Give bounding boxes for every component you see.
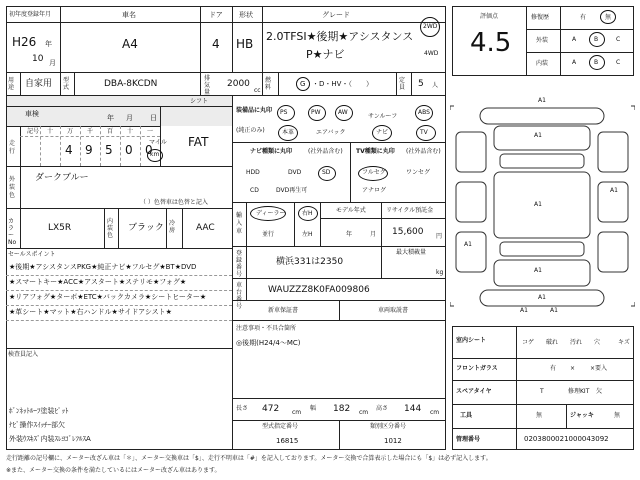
repair-label: 修復歴	[531, 14, 550, 21]
height-value: 144	[404, 404, 422, 414]
interior-grade-letter: A	[572, 59, 577, 66]
exterior-grade-letter: A	[572, 36, 577, 43]
height-unit: cm	[430, 409, 440, 416]
tv-item: アナログ	[362, 187, 387, 194]
vin-label: 車台番号	[236, 282, 243, 310]
mileage-section-label: 走行	[9, 140, 16, 155]
import-label: 輸入車	[236, 212, 243, 235]
nav-item: SD	[322, 169, 331, 176]
body-shape: HB	[236, 37, 254, 51]
sales-point-line: ★革シート★マット★右ハンドル★サイドアシスト★	[9, 308, 172, 316]
ac-label: 冷房	[169, 220, 176, 234]
exterior-label: 外装色	[9, 176, 16, 199]
grade-line-1: 2.0TFSI★後期★アシスタンス	[266, 30, 414, 43]
inspector-note-line: ﾎﾞﾝﾈｯﾄﾙｰﾌ塗装ﾋﾟｯﾄ	[9, 407, 69, 415]
equipment-label: 装備品に丸印	[236, 107, 273, 114]
glass-item: 有	[550, 365, 557, 372]
interior-color: ブラック	[128, 223, 164, 233]
mgmt-label: 管理番号	[456, 436, 481, 443]
diagram-label: A1	[534, 267, 542, 274]
car-outline-diagram	[450, 92, 635, 320]
door-label: ドア	[209, 11, 223, 19]
seat-item: キズ	[618, 339, 630, 346]
jack-value: 無	[614, 412, 621, 419]
reg-no: 横浜331は2350	[276, 257, 344, 267]
sales-point-line: ★後期★アシスタンスPKG★純正ナビ★フルセグ★BT★DVD	[9, 263, 197, 271]
insp-year-unit: 年	[107, 114, 114, 122]
digit-header: 一	[147, 128, 154, 135]
import-parallel: 並行	[262, 231, 275, 238]
interior-grade-letter: B	[594, 59, 599, 66]
grade-line-2: P★ナビ	[306, 48, 345, 61]
length-label: 長さ	[236, 405, 249, 412]
shift-value: FAT	[188, 135, 209, 149]
ac-value: AAC	[196, 223, 215, 233]
repair-yes: 有	[580, 14, 587, 21]
notes-header: 注意事項・不具合箇所	[236, 325, 297, 332]
odometer-digit: 0	[125, 143, 133, 157]
type-spec-label: 型式指定番号	[262, 423, 299, 430]
nav-item: DVD再生可	[276, 187, 308, 194]
drive-2wd: 2WD	[423, 23, 438, 30]
diagram-label: A1	[538, 97, 546, 104]
width-unit: cm	[359, 409, 369, 416]
capacity-label: 定員	[399, 77, 406, 91]
tv-type-sub: (社外品含む)	[406, 148, 441, 155]
recycle-unit: 円	[436, 233, 443, 240]
nav-item: CD	[250, 187, 259, 194]
equipment-item: TV	[420, 129, 428, 136]
max-load-unit: kg	[436, 269, 444, 276]
usage-label: 用途	[8, 77, 15, 91]
odometer-digit: 0	[145, 143, 153, 157]
diagram-label: A1	[534, 132, 542, 139]
diagram-label: A1	[520, 307, 528, 314]
exterior-grade-letter: B	[594, 36, 599, 43]
import-dealer: ディーラー	[256, 210, 286, 217]
digit-header: 百	[107, 128, 114, 135]
color-no-label: カラーNo	[8, 218, 17, 246]
mgmt-no: 0203800021000043092	[524, 435, 609, 443]
digit-header: 万	[67, 128, 74, 135]
width-value: 182	[333, 404, 351, 414]
spare-item: 欠	[596, 388, 603, 395]
category: 1012	[384, 437, 402, 445]
recycle-label: リサイクル預託金	[386, 207, 434, 214]
spare-item: T	[540, 388, 544, 395]
equipment-item: ABS	[418, 109, 430, 116]
exterior-grade-label: 外装	[536, 37, 549, 44]
footnote-1: 走行距離の記号欄に、メーター改ざん車は「＊」、メーター交換車は「$」、走行不明車は「#」を記入しております。メーター交換で合算表示した場合にも「$」は必ず記入します。	[6, 455, 492, 462]
width-label: 幅	[310, 405, 317, 412]
length-value: 472	[262, 404, 280, 414]
first-reg-year: H26	[12, 35, 37, 49]
displacement-label: 排気量	[204, 75, 211, 96]
interior-label: 内装色	[107, 218, 114, 239]
nav-type-sub: (社外品含む)	[308, 148, 343, 155]
equipment-item: PS	[280, 109, 288, 116]
model-value: DBA-8KCDN	[104, 79, 158, 89]
length-unit: cm	[292, 409, 302, 416]
grade-label: グレード	[322, 11, 350, 19]
color-no: LX5R	[48, 223, 72, 233]
odometer-digit: 5	[105, 143, 113, 157]
equipment-item: サンルーフ	[368, 113, 398, 120]
sales-points-label: セールスポイント	[8, 251, 56, 258]
score-value: 4.5	[470, 28, 512, 58]
month-unit: 月	[49, 59, 56, 67]
footnote-2: ※また、メーター交換の条件を満たしているにはメーター改ざん車はあります。	[6, 467, 221, 474]
glass-item: ×	[570, 365, 576, 372]
fuel-g: G	[300, 80, 306, 88]
jack-label: ジャッキ	[570, 412, 594, 419]
sales-point-line: ★リアフォグ★ターボ★ETC★バックカメラ★シートヒーター★	[9, 293, 207, 301]
equipment-item: ナビ	[376, 129, 389, 136]
mile-unit: マイル	[149, 139, 167, 146]
warranty-label: 新車保証書	[268, 307, 299, 314]
digit-header: 十	[47, 128, 54, 135]
seat-item: 汚れ	[570, 339, 583, 346]
equipment-item: エアバック	[316, 129, 346, 136]
diagram-label: A1	[538, 294, 546, 301]
category-label: 類別区分番号	[370, 423, 407, 430]
tv-item: ワンセグ	[406, 169, 431, 176]
exterior-color: ダークブルー	[35, 173, 89, 183]
model-year-label: モデル年式	[336, 207, 366, 214]
tools-label: 工具	[460, 412, 473, 419]
seat-label: 室内シート	[456, 337, 487, 344]
diagram-label: A1	[610, 187, 618, 194]
fuel-label: 燃料	[265, 77, 272, 91]
digit-header: 十	[127, 128, 134, 135]
spare-item: 修理KIT	[568, 388, 590, 395]
capacity-unit: 人	[432, 82, 439, 89]
shift-label: シフト	[190, 98, 209, 105]
right-hand: 右H	[302, 210, 313, 217]
tv-item: フルセグ	[362, 169, 386, 176]
score-label: 評価点	[480, 13, 499, 20]
sales-point-line: ★スマートキー★ACC★アスタート★ステリモ★フォグ★	[9, 278, 187, 286]
odometer-digit: 9	[85, 143, 93, 157]
nav-item: DVD	[288, 169, 302, 176]
interior-grade-label: 内装	[536, 60, 549, 67]
model-label: 型式	[63, 77, 70, 91]
seat-item: 破れ	[546, 339, 559, 346]
nav-item: HDD	[246, 169, 260, 176]
km-unit: km	[150, 151, 160, 158]
car-name-label: 車名	[122, 11, 136, 19]
capacity-value: 5	[418, 79, 424, 89]
equipment-sub: (純正のみ)	[236, 127, 265, 134]
first-reg-month: 10	[32, 54, 44, 64]
vin: WAUZZZ8K0FA009806	[268, 285, 370, 295]
inspector-note-line: ﾅﾋﾞ操作ｽｲｯﾁｰ部欠	[9, 421, 65, 429]
cc-unit: cc	[254, 87, 261, 94]
left-hand: 左H	[302, 231, 313, 238]
notes-text: ◎後期(H24/4～MC)	[236, 339, 301, 347]
equipment-item: PW	[311, 109, 321, 116]
spare-label: スペアタイヤ	[456, 388, 492, 395]
equipment-item: 本革	[282, 129, 295, 136]
exterior-grade-letter: C	[616, 36, 621, 43]
damage-diagram	[450, 92, 635, 320]
door-count: 4	[212, 37, 220, 51]
diagram-label: A1	[464, 241, 472, 248]
car-name: A4	[122, 37, 138, 51]
inspection-label: 車検	[25, 110, 39, 118]
type-spec: 16815	[276, 437, 299, 445]
model-year-year: 年	[346, 231, 353, 238]
interior-grade-letter: C	[616, 59, 621, 66]
glass-label: フロントガラス	[456, 365, 498, 372]
record-label: 記号	[27, 128, 40, 135]
seat-item: 穴	[594, 339, 601, 346]
tv-type-label: TV種類に丸印	[356, 148, 395, 155]
odometer-digit: 4	[65, 143, 73, 157]
drive-4wd: 4WD	[424, 50, 439, 57]
diagram-label: A1	[534, 201, 542, 208]
insp-month-unit: 月	[126, 114, 133, 122]
inspector-note-line: 外装ｳｽｷｽﾞ内装ｽﾚﾖｺﾞﾚﾌﾙｽA	[9, 435, 91, 443]
equipment-item: AW	[338, 109, 348, 116]
glass-item: ×要入	[590, 365, 608, 372]
first-reg-label: 初年度登録年月	[9, 11, 52, 18]
manual-label: 車両取説書	[378, 307, 409, 314]
exterior-note: （ ）色替車は色替と記入	[140, 199, 208, 206]
seat-item: コゲ	[522, 339, 535, 346]
displacement-value: 2000	[227, 79, 250, 89]
fuel-others: ・D・HV・（ ）	[312, 80, 373, 88]
year-unit: 年	[45, 40, 52, 48]
max-load-label: 最大積載量	[396, 249, 427, 256]
digit-header: 千	[87, 128, 94, 135]
shape-label: 形状	[239, 11, 253, 19]
diagram-label: A1	[550, 307, 558, 314]
recycle-value: 15,600	[392, 227, 424, 237]
usage-value: 自家用	[25, 79, 53, 89]
model-year-month: 月	[370, 231, 377, 238]
tools-value: 無	[536, 412, 543, 419]
repair-no: 無	[605, 14, 612, 21]
reg-no-label: 登録番号	[236, 250, 243, 278]
height-label: 高さ	[376, 405, 389, 412]
inspector-label: 検査員記入	[8, 351, 39, 358]
insp-day-unit: 日	[150, 114, 157, 122]
nav-type-label: ナビ種類に丸印	[250, 148, 293, 155]
